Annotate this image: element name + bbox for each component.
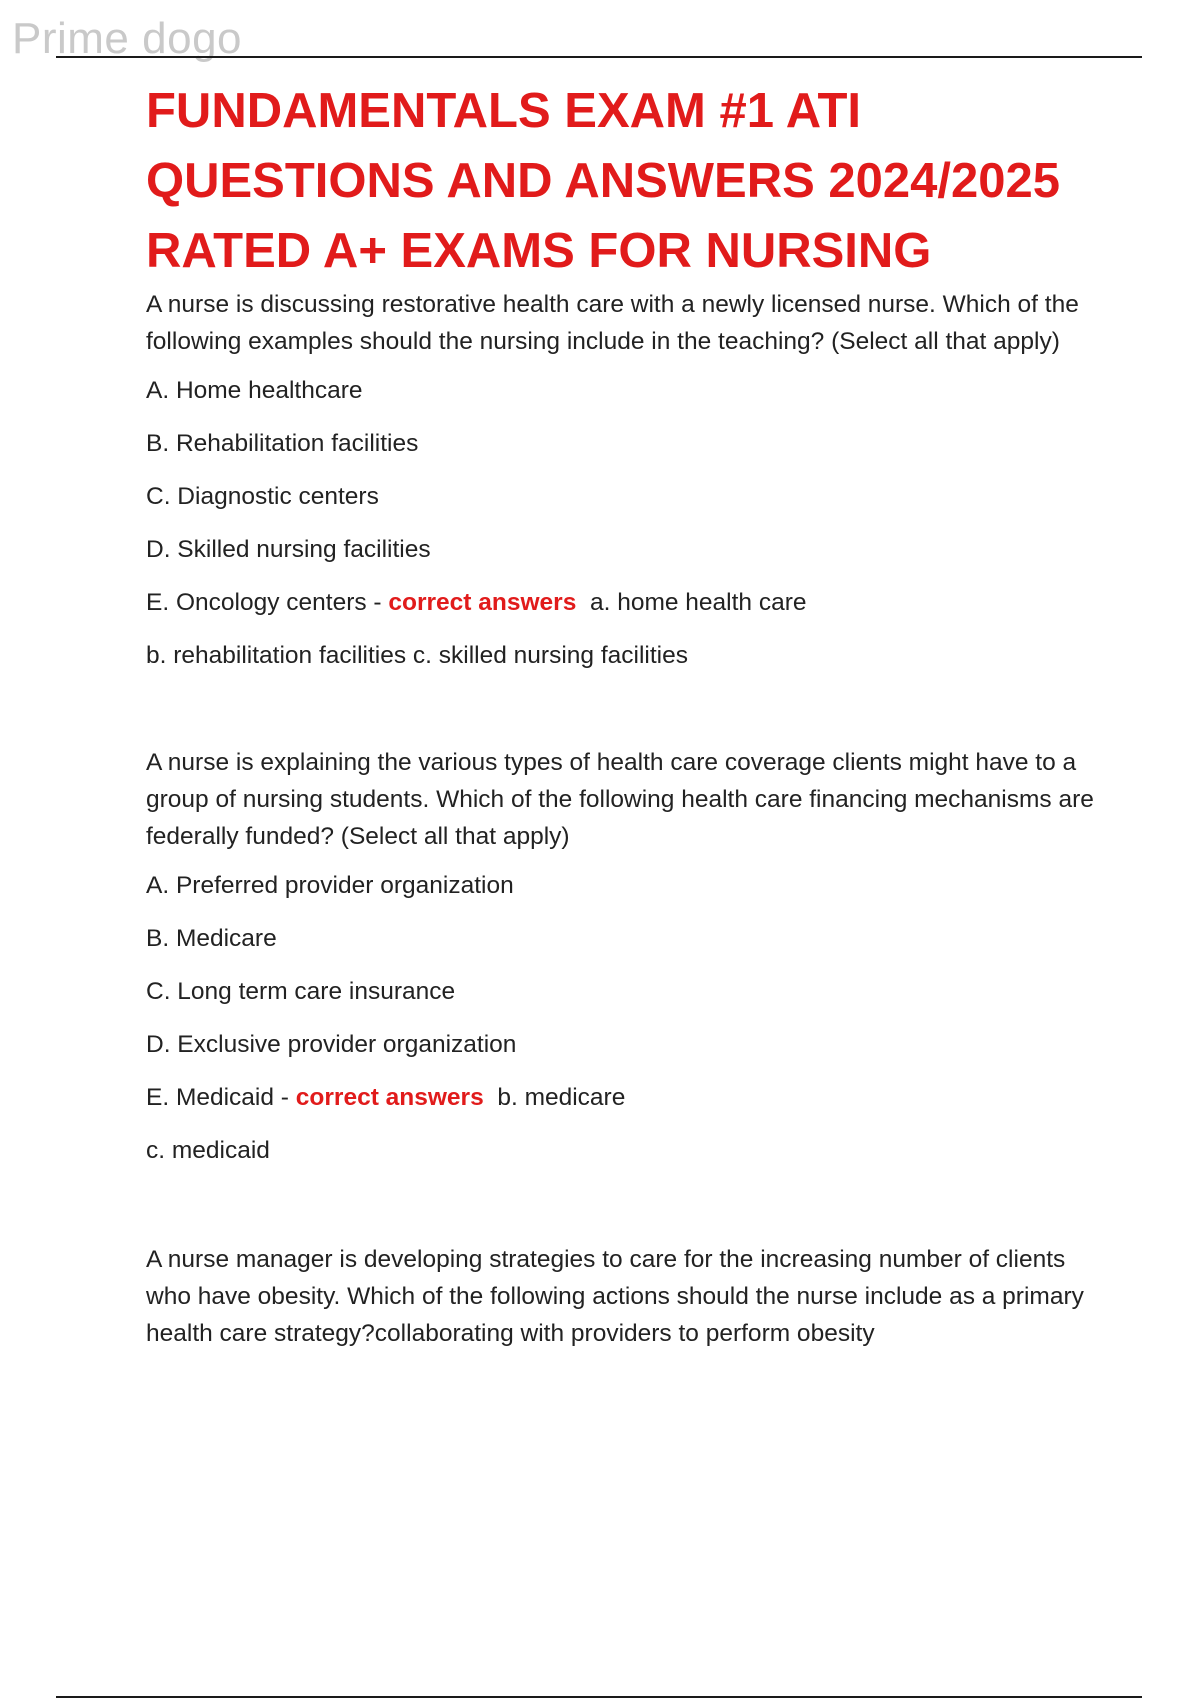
- title-line: QUESTIONS AND ANSWERS 2024/2025: [146, 154, 1061, 208]
- option-text: E. Medicaid -: [146, 1084, 296, 1111]
- option-item: D. Skilled nursing facilities: [146, 536, 431, 563]
- question-text: A nurse manager is developing strategies to care for the increasing number of clients who have obesity. Which of the following actions should the nurse include as a primary health care strategy?collaborating with providers to perform obesity: [146, 1246, 1084, 1347]
- option-item: D. Exclusive provider organization: [146, 1031, 517, 1058]
- option-text: E. Oncology centers -: [146, 589, 389, 616]
- correct-answers-label: correct answers: [388, 589, 577, 616]
- question-1: [146, 286, 1106, 674]
- question-2: [146, 744, 1106, 1169]
- option-list: [146, 372, 1106, 621]
- option-item: B. Medicare: [146, 925, 277, 952]
- title-line: FUNDAMENTALS EXAM #1 ATI: [146, 84, 862, 138]
- header-rule: [56, 56, 1142, 58]
- question-3: [146, 1241, 1106, 1352]
- option-item: A. Home healthcare: [146, 377, 363, 404]
- document-title: [146, 76, 1106, 286]
- option-list: [146, 867, 1106, 1116]
- option-item-last: [146, 1079, 1106, 1116]
- option-item: C. Long term care insurance: [146, 978, 456, 1005]
- correct-answers-label: correct answers: [295, 1084, 484, 1111]
- option-item: C. Diagnostic centers: [146, 483, 379, 510]
- option-item: B. Rehabilitation facilities: [146, 430, 419, 457]
- option-item-last: [146, 584, 1106, 621]
- footer-rule: [56, 1696, 1142, 1698]
- watermark: Prime dogo: [12, 14, 243, 63]
- option-item: A. Preferred provider organization: [146, 872, 514, 899]
- answer-line: b. rehabilitation facilities c. skilled nursing facilities: [146, 642, 688, 669]
- question-text: A nurse is discussing restorative health care with a newly licensed nurse. Which of the following examples should the nursing include in the teaching? (Select all that apply): [146, 291, 1079, 355]
- answer-inline: b. medicare: [497, 1084, 626, 1111]
- question-text: A nurse is explaining the various types of health care coverage clients might have to a group of nursing students. Which of the following health care financing mechanisms are federally funded? (Select all that apply): [146, 749, 1094, 850]
- document-body: [146, 76, 1106, 1352]
- title-line: RATED A+ EXAMS FOR NURSING: [146, 224, 932, 278]
- spacer: [146, 1169, 1106, 1241]
- spacer: [146, 674, 1106, 744]
- answer-inline: a. home health care: [589, 589, 807, 616]
- answer-line: c. medicaid: [146, 1137, 270, 1164]
